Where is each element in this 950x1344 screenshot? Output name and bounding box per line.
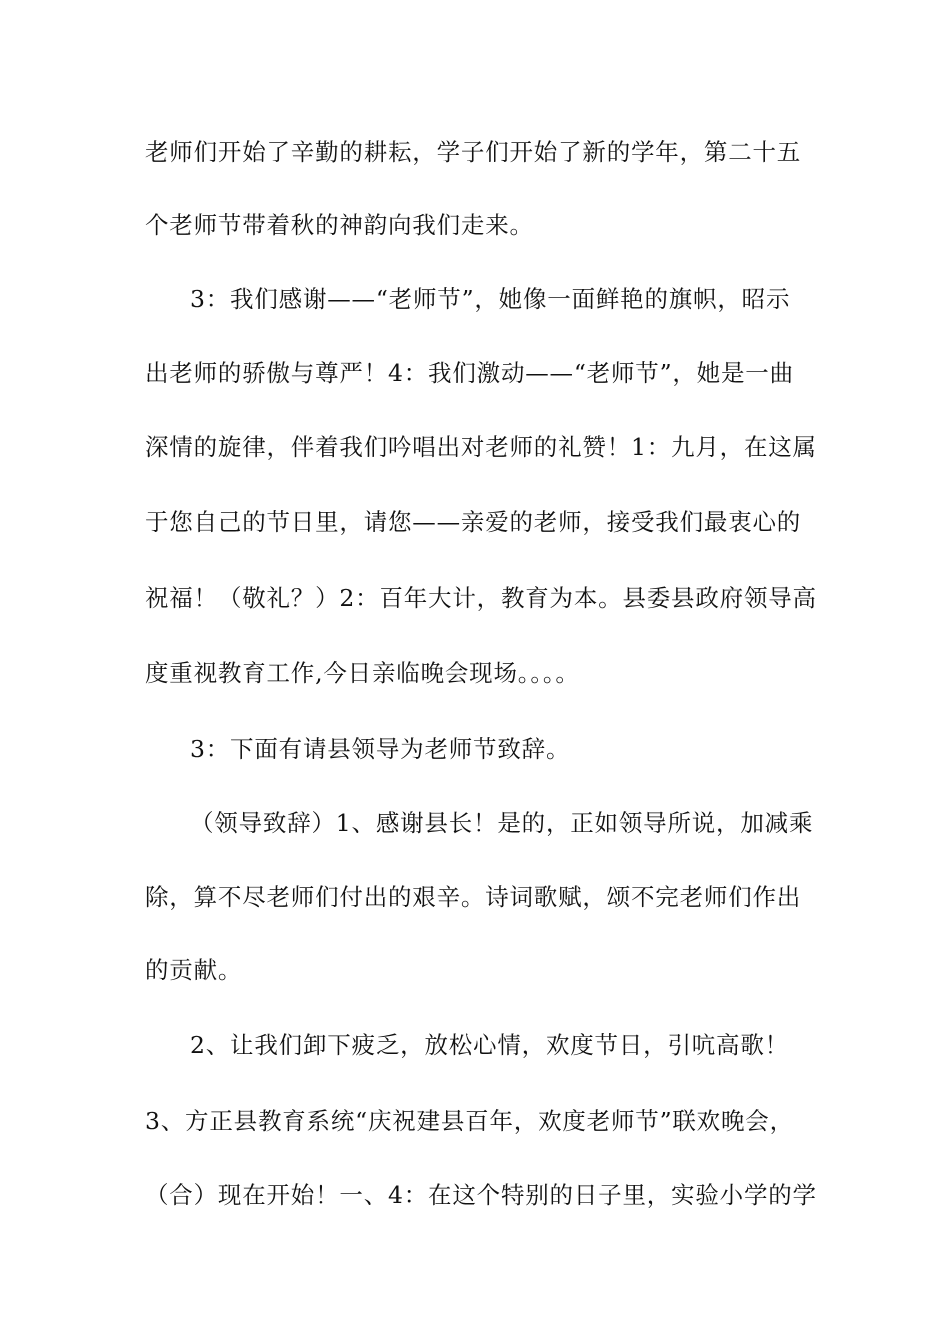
- text-line-4: 出老师的骄傲与尊严！4：我们激动——“老师节”，她是一曲: [145, 359, 794, 387]
- text-line-10: （领导致辞）1、感谢县长！是的，正如领导所说，加减乘: [190, 809, 814, 837]
- text-line-3: 3：我们感谢——“老师节”，她像一面鲜艳的旗帜，昭示: [190, 285, 791, 313]
- text-line-12: 的贡献。: [145, 956, 243, 984]
- text-line-14: 3、方正县教育系统“庆祝建县百年，欢度老师节”联欢晚会，: [145, 1107, 794, 1135]
- text-line-9: 3：下面有请县领导为老师节致辞。: [190, 735, 571, 763]
- text-line-7: 祝福！（敬礼？）2：百年大计，教育为本。县委县政府领导高: [145, 584, 817, 612]
- text-line-2: 个老师节带着秋的神韵向我们走来。: [145, 211, 534, 239]
- text-line-1: 老师们开始了辛勤的耕耘，学子们开始了新的学年，第二十五: [145, 138, 802, 166]
- text-line-6: 于您自己的节日里，请您——亲爱的老师，接受我们最衷心的: [145, 508, 802, 536]
- text-line-5: 深情的旋律，伴着我们吟唱出对老师的礼赞！1：九月，在这属: [145, 433, 817, 461]
- text-line-15: （合）现在开始！一、4：在这个特别的日子里，实验小学的学: [145, 1181, 817, 1209]
- text-line-8: 度重视教育工作,今日亲临晚会现场。。。。: [145, 659, 580, 687]
- text-line-11: 除，算不尽老师们付出的艰辛。诗词歌赋，颂不完老师们作出: [145, 883, 802, 911]
- text-line-13: 2、让我们卸下疲乏，放松心情，欢度节日，引吭高歌！: [190, 1031, 789, 1059]
